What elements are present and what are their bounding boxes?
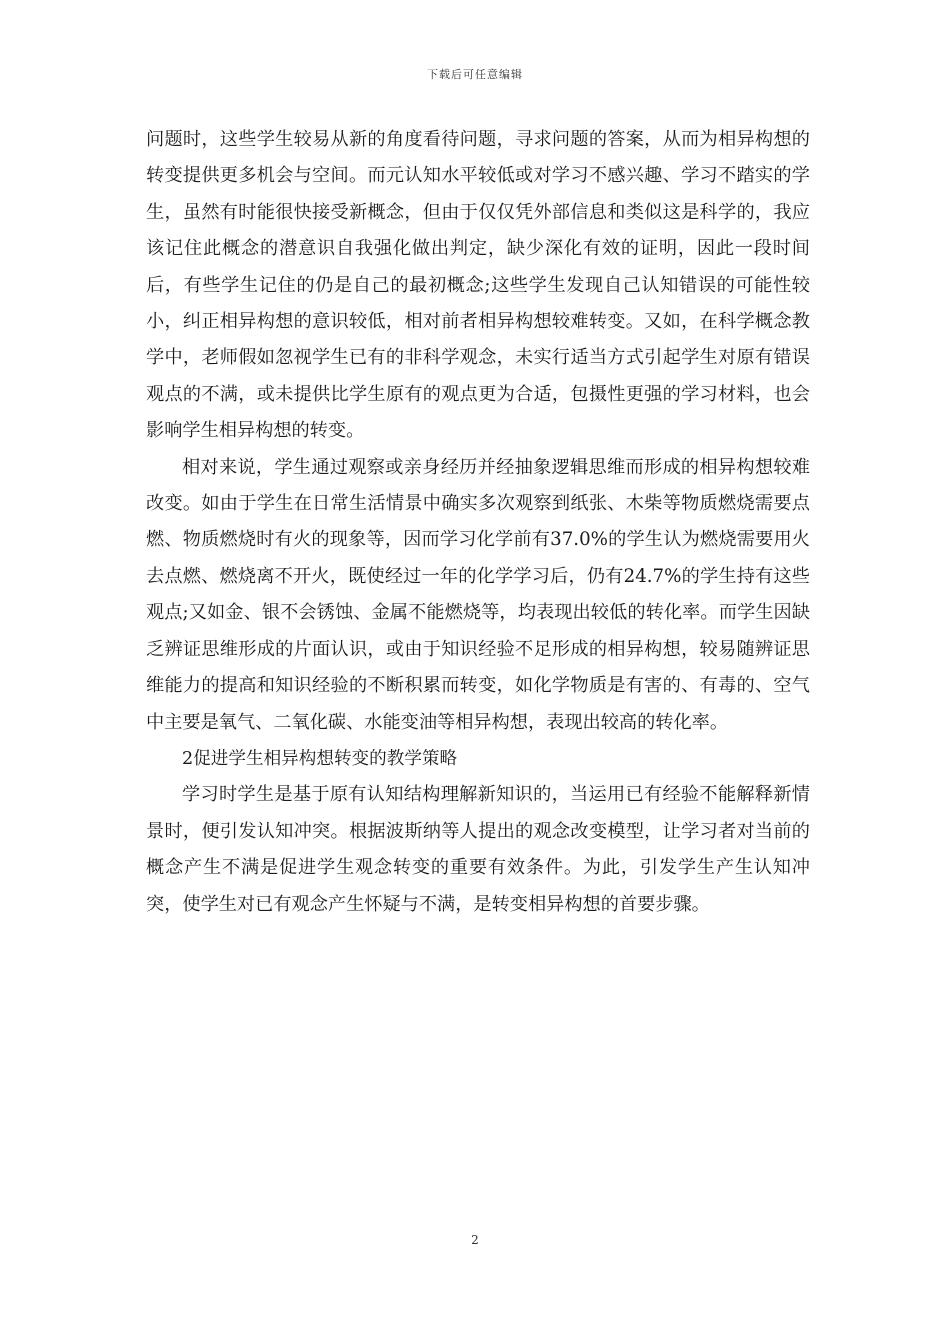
paragraph: 相对来说，学生通过观察或亲身经历并经抽象逻辑思维而形成的相异构想较难改变。如由于学生在日常生活情景中确实多次观察到纸张、木柴等物质燃烧需要点燃、物质燃烧时有火的现象等，因而学习化学前有37.0%的学生认为燃烧需要用火去点燃、燃烧离不开火，既使经过一年的化学学习后，仍有24.7%的学生持有这些观点;又如金、银不会锈蚀、金属不能燃烧等，均表现出较低的转化率。而学生因缺乏辨证思维形成的片面认识，或由于知识经验不足形成的相异构想，较易随辨证思维能力的提高和知识经验的不断积累而转变，如化学物质是有害的、有毒的、空气中主要是氧气、二氧化碳、水能变油等相异构想，表现出较高的转化率。	[146, 456, 810, 733]
document-body	[146, 122, 810, 923]
page-header: 下载后可任意编辑	[427, 68, 523, 81]
section-heading: 2促进学生相异构想转变的教学策略	[182, 748, 458, 769]
page-number: 2	[471, 1233, 479, 1247]
paragraph: 学习时学生是基于原有认知结构理解新知识的，当运用已有经验不能解释新情景时，便引发认知冲突。根据波斯纳等人提出的观念改变模型，让学习者对当前的概念产生不满是促进学生观念转变的重要有效条件。为此，引发学生产生认知冲突，使学生对已有观念产生怀疑与不满，是转变相异构想的首要步骤。	[146, 784, 810, 915]
paragraph-continued: 问题时，这些学生较易从新的角度看待问题，寻求问题的答案，从而为相异构想的转变提供更多机会与空间。而元认知水平较低或对学习不感兴趣、学习不踏实的学生，虽然有时能很快接受新概念，但由于仅仅凭外部信息和类似这是科学的，我应该记住此概念的潜意识自我强化做出判定，缺少深化有效的证明，因此一段时间后，有些学生记住的仍是自己的最初概念;这些学生发现自己认知错误的可能性较小，纠正相异构想的意识较低，相对前者相异构想较难转变。又如，在科学概念教学中，老师假如忽视学生已有的非科学观念，未实行适当方式引起学生对原有错误观点的不满，或未提供比学生原有的观点更为合适，包摄性更强的学习材料，也会影响学生相异构想的转变。	[146, 129, 810, 442]
